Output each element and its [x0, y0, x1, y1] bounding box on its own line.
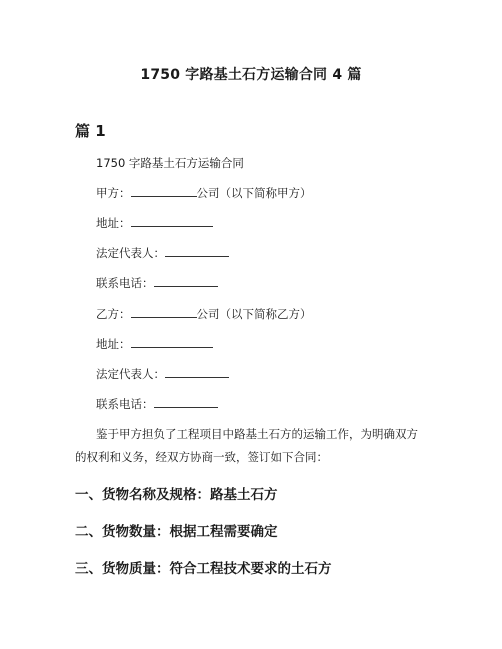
party-b-suffix: 公司（以下简称乙方）: [196, 307, 312, 321]
party-a-legal-rep-line: [96, 245, 229, 260]
document-title: 1750 字路基土石方运输合同 4 篇: [140, 67, 362, 83]
party-b-legal-rep-label: 法定代表人：: [96, 367, 165, 381]
party-a-legal-rep-blank: [165, 245, 229, 257]
contract-title: 1750 字路基土石方运输合同: [96, 156, 244, 170]
party-b-label: 乙方：: [96, 307, 131, 321]
party-b-phone-label: 联系电话：: [96, 397, 154, 411]
party-a-address-blank: [131, 215, 213, 227]
party-a-address-label: 地址：: [96, 216, 131, 230]
section-heading: 篇 1: [75, 122, 106, 140]
party-b-blank: [131, 306, 197, 318]
party-a-line: [96, 185, 312, 200]
preamble-paragraph: 鉴于甲方担负了工程项目中路基土石方的运输工作，为明确双方的权利和义务，经双方协商一致，签订如下合同：: [75, 427, 418, 464]
party-b-line: [96, 306, 312, 321]
party-b-phone-line: [96, 396, 218, 411]
party-b-address-label: 地址：: [96, 337, 131, 351]
clause-1: 一、货物名称及规格：路基土石方: [75, 487, 278, 503]
party-a-legal-rep-label: 法定代表人：: [96, 246, 165, 260]
party-a-suffix: 公司（以下简称甲方）: [196, 186, 312, 200]
party-a-phone-label: 联系电话：: [96, 276, 154, 290]
party-a-label: 甲方：: [96, 186, 131, 200]
party-a-blank: [131, 185, 197, 197]
party-a-phone-line: [96, 275, 218, 290]
party-a-phone-blank: [154, 275, 218, 287]
party-a-address-line: [96, 215, 213, 230]
party-b-address-line: [96, 336, 213, 351]
party-b-phone-blank: [154, 396, 218, 408]
party-b-address-blank: [131, 336, 213, 348]
party-b-legal-rep-line: [96, 366, 229, 381]
clause-3: 三、货物质量：符合工程技术要求的土石方: [75, 561, 332, 577]
party-b-legal-rep-blank: [165, 366, 229, 378]
clause-2: 二、货物数量：根据工程需要确定: [75, 524, 278, 540]
